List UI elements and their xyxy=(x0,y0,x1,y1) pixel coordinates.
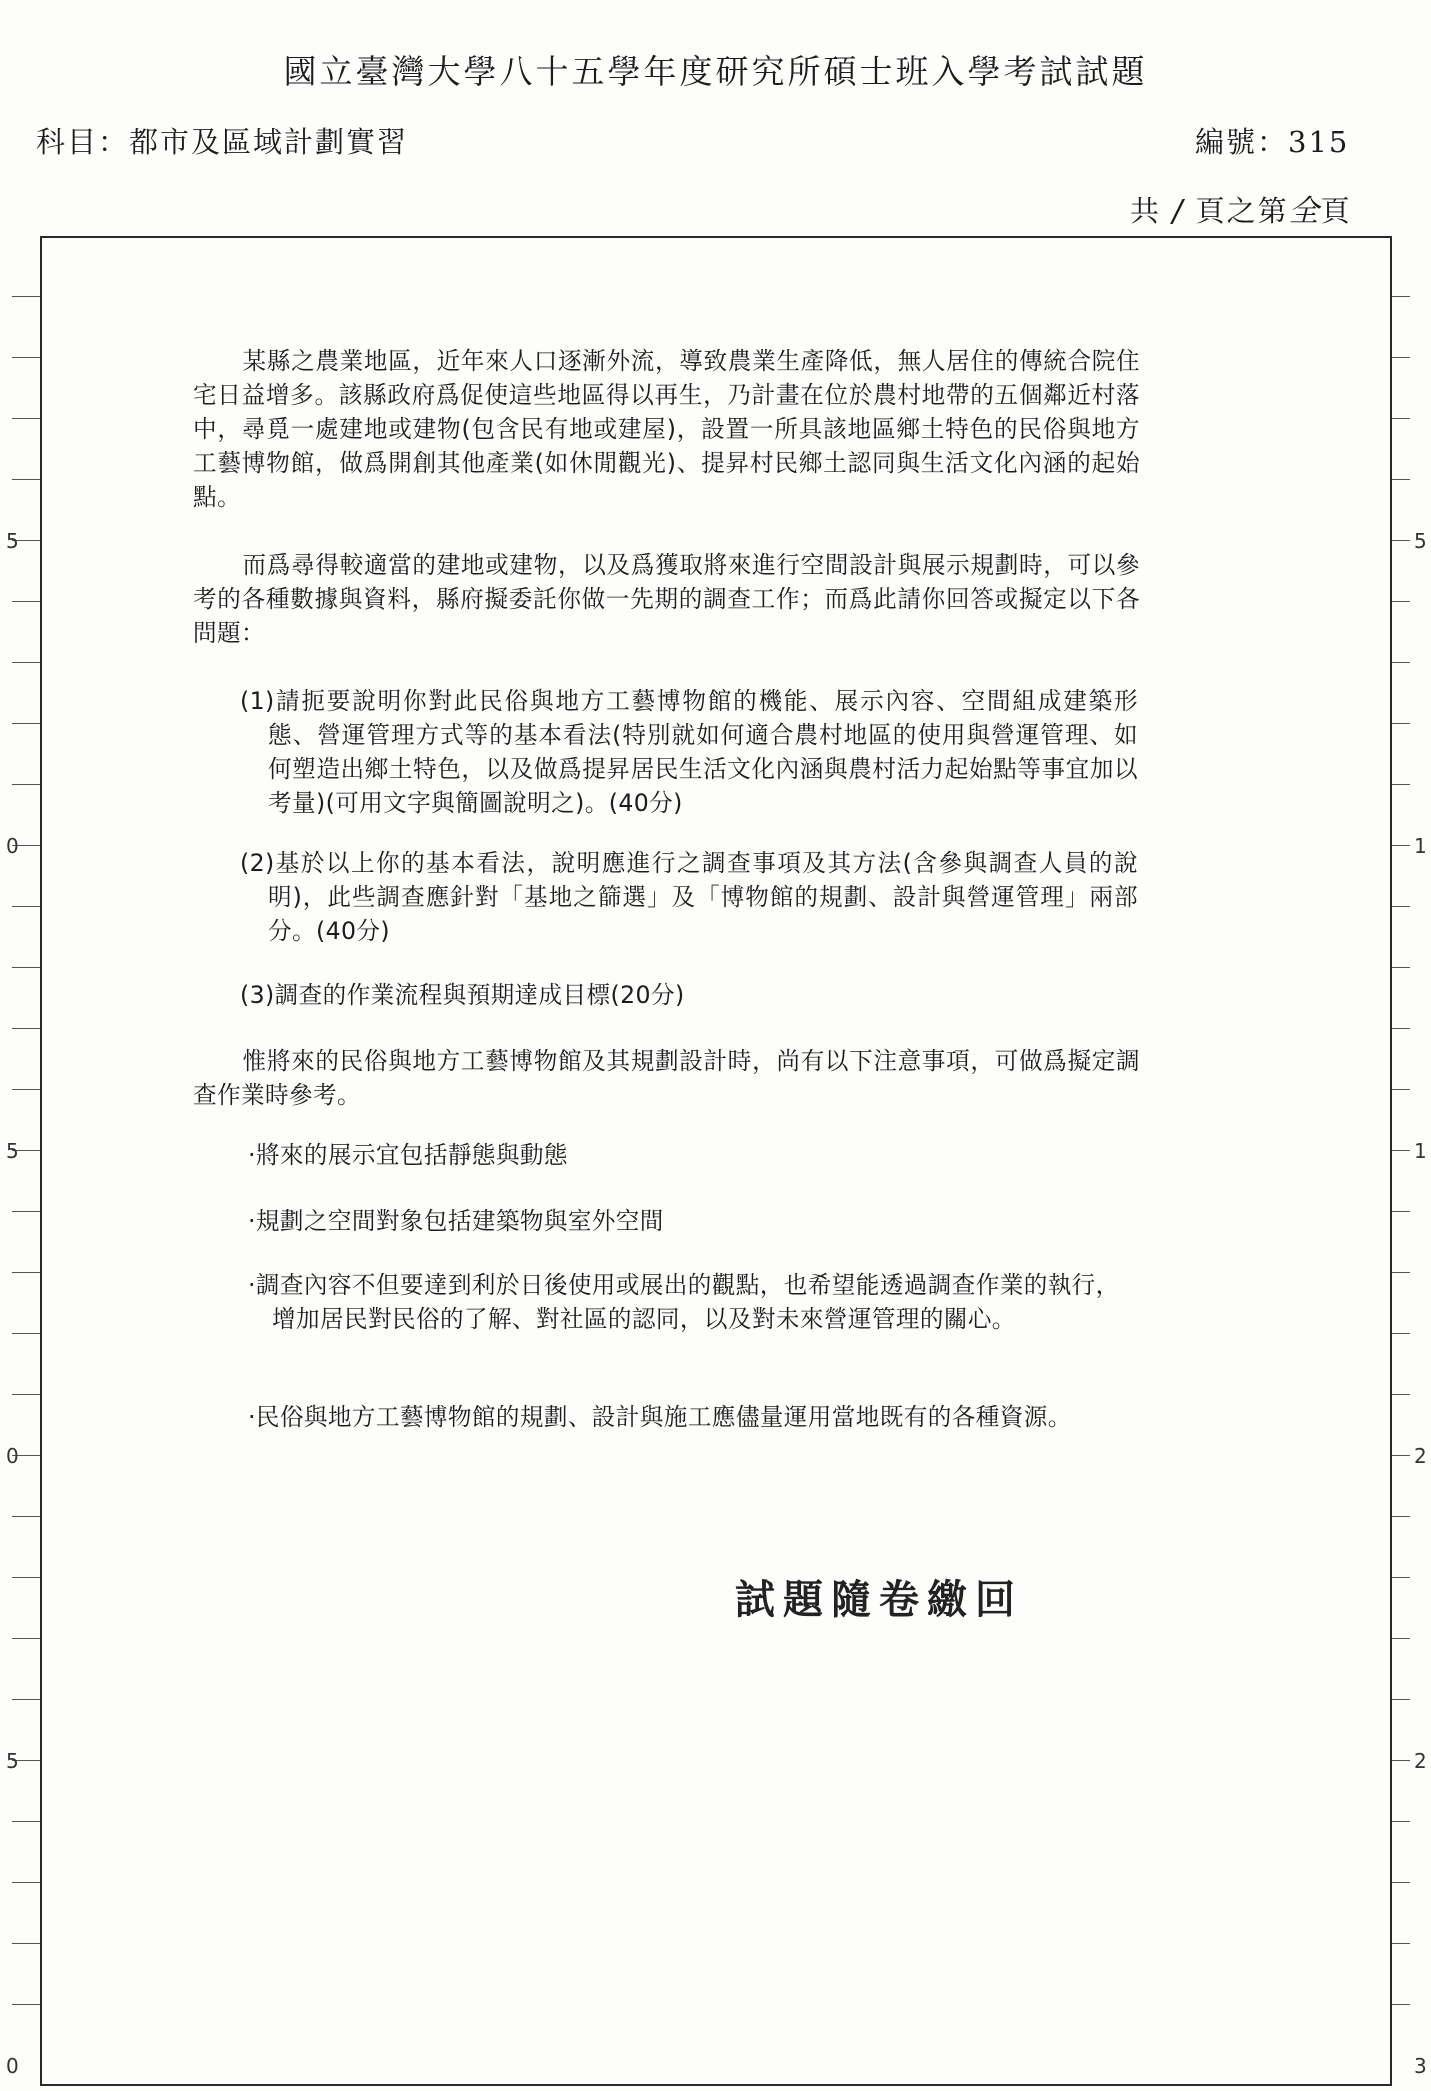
question-3 xyxy=(240,978,1138,1012)
ruler-number: 0 xyxy=(6,1444,19,1468)
ruler-tick xyxy=(1392,906,1410,907)
page-current: 全 xyxy=(1288,194,1321,229)
bullet-1-text: ·將來的展示宜包括靜態與動態 xyxy=(248,1141,568,1169)
page-count-prefix: 共 xyxy=(1130,194,1162,228)
ruler-number: 2 xyxy=(1414,1444,1427,1468)
ruler-tick xyxy=(1392,1943,1410,1944)
ruler-tick xyxy=(12,1943,40,1944)
ruler-tick xyxy=(1392,1089,1410,1090)
bullet-1 xyxy=(248,1138,1140,1172)
ruler-tick xyxy=(12,784,40,785)
ruler-number: 1 xyxy=(1414,834,1427,858)
ruler-tick xyxy=(1392,1821,1410,1822)
ruler-tick xyxy=(12,1211,40,1212)
bullet-2-text: ·規劃之空間對象包括建築物與室外空間 xyxy=(248,1207,664,1235)
ruler-tick xyxy=(1392,2004,1410,2005)
ruler-tick xyxy=(1392,1272,1410,1273)
intro-paragraph-1: 某縣之農業地區，近年來人口逐漸外流，導致農業生產降低，無人居住的傳統合院住宅日益增多。該縣政府爲促使這些地區得以再生，乃計畫在位於農村地帶的五個鄰近村落中，尋覓一處建地或建物(包含民有地或建屋)，設置一所具該地區鄉土特色的民俗與地方工藝博物館，做爲開創其他產業(如休閒觀光)、提昇村民鄉土認同與生活文化內涵的起始點。 xyxy=(193,347,1140,511)
ruler-number: 2 xyxy=(1414,1749,1427,1773)
notes-intro: 惟將來的民俗與地方工藝博物館及其規劃設計時，尚有以下注意事項，可做爲擬定調查作業時參考。 xyxy=(193,1047,1140,1109)
bullet-2 xyxy=(248,1204,1140,1238)
page-total: / xyxy=(1172,194,1185,229)
ruler-tick xyxy=(1392,784,1410,785)
ruler-tick xyxy=(1392,1638,1410,1639)
ruler-tick xyxy=(1392,357,1410,358)
ruler-tick xyxy=(12,906,40,907)
ruler-tick xyxy=(1392,540,1410,541)
ruler-tick xyxy=(12,1882,40,1883)
ruler-tick xyxy=(1392,1211,1410,1212)
ruler-tick xyxy=(12,662,40,663)
question-1 xyxy=(240,684,1138,820)
ruler-tick xyxy=(12,1821,40,1822)
exam-title: 國立臺灣大學八十五學年度研究所碩士班入學考試試題 xyxy=(283,52,1148,91)
question-2 xyxy=(240,846,1138,948)
ruler-tick xyxy=(1392,1333,1410,1334)
question-1-text: (1)請扼要說明你對此民俗與地方工藝博物館的機能、展示內容、空間組成建築形態、營運管理方式等的基本看法(特別就如何適合農村地區的使用與營運管理、如何塑造出鄉土特色，以及做爲提昇居民生活文化內涵與農村活力起始點等事宜加以考量)(可用文字與簡圖說明之)。(40分) xyxy=(240,687,1138,817)
question-2-text: (2)基於以上你的基本看法，說明應進行之調查事項及其方法(含參與調查人員的說明)，此些調查應針對「基地之篩選」及「博物館的規劃、設計與營運管理」兩部分。(40分) xyxy=(240,849,1138,945)
ruler-tick xyxy=(12,296,40,297)
ruler-tick xyxy=(12,1638,40,1639)
ruler-tick xyxy=(1392,296,1410,297)
ruler-tick xyxy=(12,2004,40,2005)
ruler-tick xyxy=(1392,1150,1410,1151)
ruler-number: 3 xyxy=(1414,2054,1427,2078)
bullet-3 xyxy=(248,1268,1140,1336)
ruler-tick xyxy=(1392,1577,1410,1578)
ruler-tick xyxy=(1392,1760,1410,1761)
ruler-tick xyxy=(1392,418,1410,419)
ruler-tick xyxy=(1392,1882,1410,1883)
ruler-tick xyxy=(12,1333,40,1334)
ruler-number: 5 xyxy=(1414,529,1427,553)
ruler-tick xyxy=(12,601,40,602)
ruler-tick xyxy=(1392,1699,1410,1700)
ruler-tick xyxy=(12,479,40,480)
ruler-tick xyxy=(12,1394,40,1395)
page-count xyxy=(1130,186,1352,230)
ruler-tick xyxy=(12,723,40,724)
return-notice-stamp: 試題隨卷繳回 xyxy=(735,1576,1023,1623)
ruler-tick xyxy=(12,357,40,358)
exam-number: 編號：315 xyxy=(1195,125,1350,159)
ruler-tick xyxy=(12,418,40,419)
ruler-number: 0 xyxy=(6,834,19,858)
page-count-suffix: 頁 xyxy=(1320,194,1352,228)
intro-paragraph-2: 而爲尋得較適當的建地或建物，以及爲獲取將來進行空間設計與展示規劃時，可以參考的各種數據與資料，縣府擬委託你做一先期的調查工作；而爲此請你回答或擬定以下各問題： xyxy=(193,551,1140,647)
ruler-tick xyxy=(1392,723,1410,724)
ruler-tick xyxy=(12,967,40,968)
ruler-tick xyxy=(12,1516,40,1517)
page-count-middle: 頁之第 xyxy=(1195,194,1289,228)
ruler-tick xyxy=(1392,1028,1410,1029)
bullet-3-text: ·調查內容不但要達到利於日後使用或展出的觀點，也希望能透過調查作業的執行，增加居民對民俗的了解、對社區的認同，以及對未來營運管理的關心。 xyxy=(248,1271,1120,1333)
ruler-tick xyxy=(12,1272,40,1273)
ruler-tick xyxy=(1392,1516,1410,1517)
ruler-tick xyxy=(1392,662,1410,663)
ruler-tick xyxy=(12,1699,40,1700)
ruler-tick xyxy=(1392,601,1410,602)
ruler-tick xyxy=(1392,479,1410,480)
question-3-text: (3)調查的作業流程與預期達成目標(20分) xyxy=(240,981,685,1009)
ruler-tick xyxy=(1392,967,1410,968)
ruler-tick xyxy=(12,1577,40,1578)
ruler-tick xyxy=(1392,1394,1410,1395)
ruler-tick xyxy=(1392,1455,1410,1456)
ruler-number: 5 xyxy=(6,1139,19,1163)
ruler-tick xyxy=(12,1089,40,1090)
ruler-tick xyxy=(1392,845,1410,846)
bullet-4-text: ·民俗與地方工藝博物館的規劃、設計與施工應儘量運用當地既有的各種資源。 xyxy=(248,1403,1072,1431)
bullet-4 xyxy=(248,1400,1140,1434)
ruler-number: 0 xyxy=(6,2054,19,2078)
ruler-tick xyxy=(12,1028,40,1029)
ruler-number: 5 xyxy=(6,529,19,553)
ruler-number: 1 xyxy=(1414,1139,1427,1163)
subject-line: 科目：都市及區域計劃實習 xyxy=(36,125,409,159)
ruler-number: 5 xyxy=(6,1749,19,1773)
